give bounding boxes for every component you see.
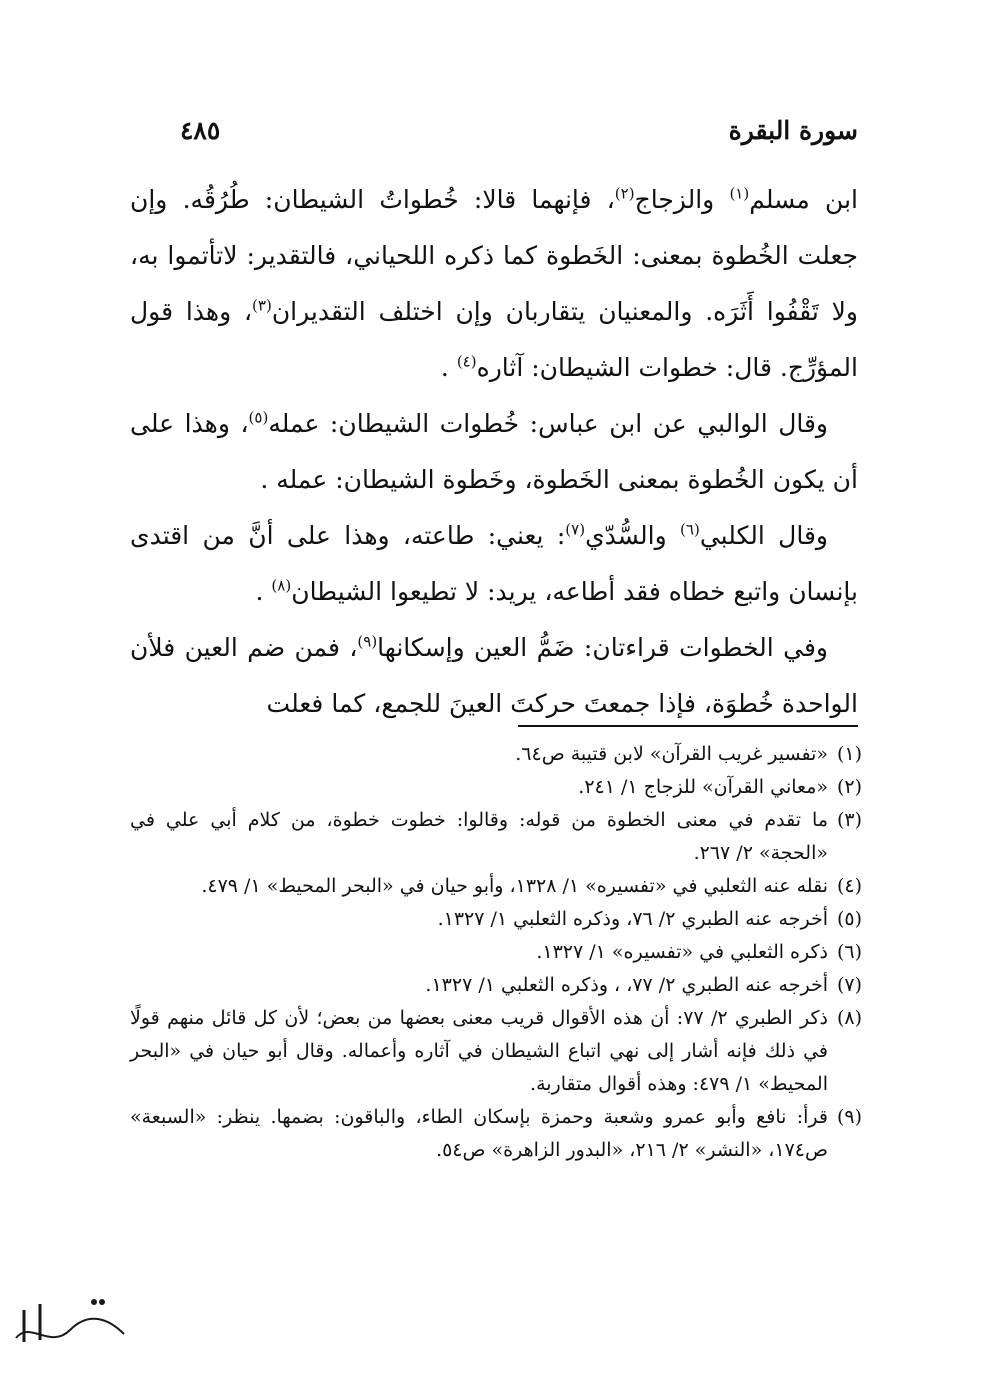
footnote xyxy=(130,903,862,936)
text-run: ، فإنهما قالا: خُطواتُ الشيطان: طُرُقُه. وإن جعلت الخُطوة بمعنى: الخَطوة كما ذكره اللحياني، فالتقدير: لاتأتموا به، ولا تَقْفُوا أَثَرَه. والمعنيان يتقاربان وإن اختلف التقديران xyxy=(130,185,858,326)
footnote-number: (٨) xyxy=(836,1007,862,1029)
footnote-number: (٥) xyxy=(836,908,862,930)
footnote-text: قرأ: نافع وأبو عمرو وشعبة وحمزة بإسكان الطاء، والباقون: بضمها. ينظر: «السبعة» ص١٧٤، «النشر» ٢/ ٢١٦، «البدور الزاهرة» ص٥٤. xyxy=(130,1106,828,1161)
text-run: والسُّدّي xyxy=(585,521,681,550)
paragraph xyxy=(130,396,858,508)
text-run: ، فمن ضم العين فلأن الواحدة خُطوَة، فإذا جمعتَ حركتَ العينَ للجمع، كما فعلت xyxy=(130,633,858,718)
main-text xyxy=(130,172,858,732)
footnote-ref[interactable]: (٤) xyxy=(456,352,477,371)
text-run: وقال الكلبي xyxy=(699,521,828,550)
footnote-number: (٩) xyxy=(836,1106,862,1128)
text-run: . xyxy=(255,577,272,606)
footnote-number: (٢) xyxy=(836,776,862,798)
footnote xyxy=(130,771,862,804)
text-run: وقال الوالبي عن ابن عباس: خُطوات الشيطان: عمله xyxy=(268,409,828,438)
paragraph xyxy=(130,172,858,396)
text-run: والزجاج xyxy=(634,185,730,214)
publisher-logo xyxy=(10,1290,130,1360)
footnote-text: ذكر الطبري ٢/ ٧٧: أن هذه الأقوال قريب معنى بعضها من بعض؛ لأن كل قائل منهم قولًا في ذلك فإنه أشار إلى نهي اتباع الشيطان في آثاره وأعماله. وقال أبو حيان في «البحر المحيط» ١/ ٤٧٩: وهذه أقوال متقاربة. xyxy=(130,1007,829,1095)
text-run: . xyxy=(440,353,457,382)
surah-title: سورة البقرة xyxy=(728,116,858,145)
text-run: : يعني: طاعته، وهذا على أنَّ من اقتدى بإنسان واتبع خطاه فقد أطاعه، يريد: لا تطيعوا الشيطان xyxy=(130,521,858,606)
footnote xyxy=(130,1101,862,1167)
footnote xyxy=(130,738,862,771)
footnote-number: (٣) xyxy=(836,809,862,831)
logo-flourish-icon xyxy=(10,1290,130,1360)
footnote-number: (٧) xyxy=(836,974,862,996)
footnote-ref[interactable]: (٩) xyxy=(357,632,378,651)
paragraph xyxy=(130,508,858,620)
footnote xyxy=(130,804,862,870)
footnote-ref[interactable]: (٥) xyxy=(248,408,269,427)
footnote-number: (٦) xyxy=(836,941,862,963)
footnote-text: «تفسير غريب القرآن» لابن قتيبة ص٦٤. xyxy=(515,743,828,765)
footnote-ref[interactable]: (٢) xyxy=(614,184,635,203)
footnote xyxy=(130,936,862,969)
page-header xyxy=(180,116,858,156)
footnote-text: أخرجه عنه الطبري ٢/ ٧٦، وذكره الثعلبي ١/ ١٣٢٧. xyxy=(437,908,828,930)
footnote-ref[interactable]: (٣) xyxy=(252,296,272,315)
footnote-text: أخرجه عنه الطبري ٢/ ٧٧، ، وذكره الثعلبي ١/ ١٣٢٧. xyxy=(425,974,828,996)
footnote-ref[interactable]: (٧) xyxy=(565,520,586,539)
footnote-text: ما تقدم في معنى الخطوة من قوله: وقالوا: خطوت خطوة، من كلام أبي علي في «الحجة» ٢/ ٢٦٧. xyxy=(130,809,828,864)
footnote-ref[interactable]: (٨) xyxy=(271,576,292,595)
footnote-separator xyxy=(518,725,858,727)
text-run: ، وهذا على أن يكون الخُطوة بمعنى الخَطوة، وخَطوة الشيطان: عمله . xyxy=(130,409,858,494)
footnote xyxy=(130,969,862,1002)
text-run: ، وهذا قول المؤرِّج. قال: خطوات الشيطان: آثاره xyxy=(130,297,858,382)
footnote-text: ذكره الثعلبي في «تفسيره» ١/ ١٣٢٧. xyxy=(536,941,828,963)
footnote-number: (٤) xyxy=(836,875,862,897)
paragraph xyxy=(130,620,858,732)
text-run: ابن مسلم xyxy=(749,185,858,214)
footnotes xyxy=(130,738,862,1167)
footnote-text: «معاني القرآن» للزجاج ١/ ٢٤١. xyxy=(578,776,828,798)
footnote xyxy=(130,870,862,903)
text-run: وفي الخطوات قراءتان: ضَمُّ العين وإسكانها xyxy=(377,633,828,662)
footnote-ref[interactable]: (١) xyxy=(729,184,750,203)
page-number: ٤٨٥ xyxy=(180,116,221,145)
footnote-text: نقله عنه الثعلبي في «تفسيره» ١/ ١٣٢٨، وأبو حيان في «البحر المحيط» ١/ ٤٧٩. xyxy=(201,875,828,897)
footnote-number: (١) xyxy=(836,743,862,765)
footnote-ref[interactable]: (٦) xyxy=(680,520,700,539)
footnote xyxy=(130,1002,862,1101)
